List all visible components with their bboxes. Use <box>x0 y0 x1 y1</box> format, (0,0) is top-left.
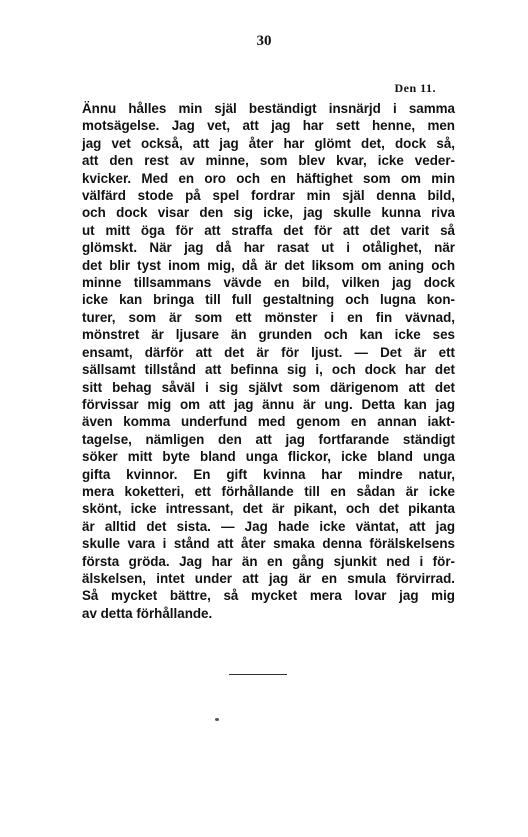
text-line: glömskt. När jag då har rasat ut i otålighet, när <box>82 240 455 256</box>
text-line: skönt, icke intressant, det är pikant, och det pikanta <box>82 501 455 517</box>
diary-entry-date: Den 11. <box>394 81 436 95</box>
page-number: 30 <box>256 33 272 49</box>
text-line: första gröda. Jag har än en gång sjunkit ned i för- <box>82 553 455 569</box>
text-line: och dock visar den sig icke, jag skulle kunna riva <box>82 205 455 221</box>
ink-mark <box>215 718 219 721</box>
section-divider <box>229 674 287 675</box>
text-line: turer, som är som ett mönster i en fin vävnad, <box>82 309 455 325</box>
text-line: älskelsen, intet under att jag är en smula förvirrad. <box>82 570 455 586</box>
text-line: förvissar mig om att jag ännu är ung. Detta kan jag <box>82 396 455 412</box>
body-text <box>82 100 455 622</box>
text-line: gifta kvinnor. En gift kvinna har mindre natur, <box>82 466 455 482</box>
text-line: ensamt, därför att det är för ljust. — Det är ett <box>82 344 455 360</box>
text-line: det blir tyst inom mig, då är det liksom om aning och <box>82 257 455 273</box>
text-line: mönstret är ljusare än grunden och kan icke ses <box>82 327 455 343</box>
text-line: icke kan bringa till full gestaltning och lugna kon- <box>82 292 455 308</box>
text-line: minne tillsammans vävde en bild, vilken jag dock <box>82 275 455 291</box>
text-line: skulle vara i stånd att åter smaka denna förälskelsens <box>82 536 455 552</box>
text-line: även komma underfund med genom en annan iakt- <box>82 414 455 430</box>
text-line: söker mitt byte bland unga flickor, icke bland unga <box>82 449 455 465</box>
text-line: kvicker. Med en oro och en häftighet som om min <box>82 170 455 186</box>
text-line: Ännu hålles min själ beständigt insnärjd i samma <box>82 101 455 116</box>
text-line: av detta förhållande. <box>82 605 213 621</box>
text-line: Så mycket bättre, så mycket mera lovar jag mig <box>82 588 455 604</box>
text-line: sällsamt tillstånd att befinna sig i, och dock har det <box>82 362 455 378</box>
text-line: att den rest av minne, som blev kvar, icke veder- <box>82 153 455 169</box>
text-line: motsägelse. Jag vet, att jag har sett henne, men <box>82 118 455 134</box>
text-line: välfärd stode på spel fordrar min själ denna bild, <box>82 188 455 204</box>
text-line: tagelse, nämligen den att jag fortfarande ständigt <box>82 431 455 447</box>
text-line: mera koketteri, ett förhållande till en sådan är icke <box>82 483 455 499</box>
text-line: jag vet också, att jag åter har glömt det, dock så, <box>82 135 455 151</box>
text-line: ut mitt öga för att straffa det för att det varit så <box>82 222 455 238</box>
text-line: är alltid det sista. — Jag hade icke väntat, att jag <box>82 518 455 534</box>
text-line: sitt behag såväl i sig självt som därigenom att det <box>82 379 455 395</box>
